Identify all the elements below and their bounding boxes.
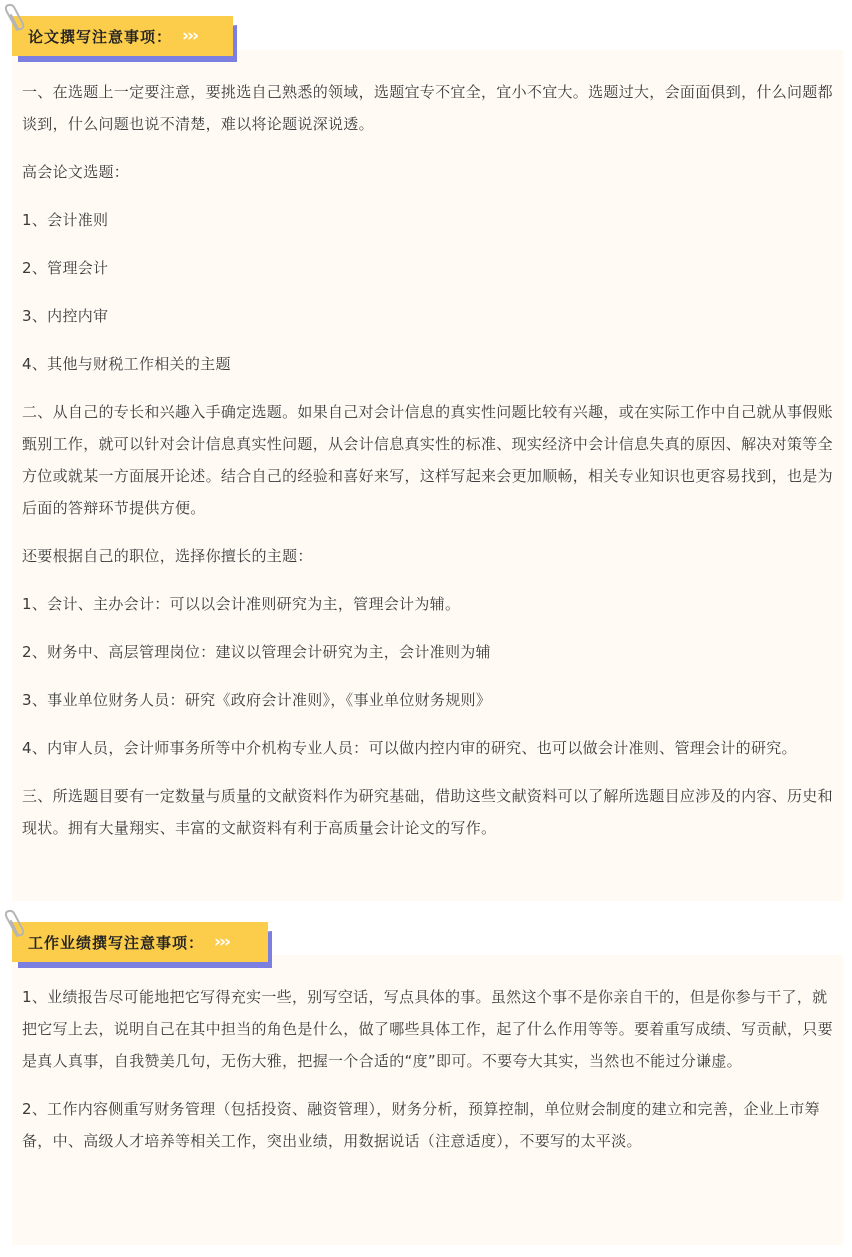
section-heading: 论文撰写注意事项： — [28, 27, 173, 46]
paragraph: 1、会计、主办会计：可以以会计准则研究为主，管理会计为辅。 — [22, 595, 461, 613]
section-heading: 工作业绩撰写注意事项： — [28, 933, 205, 952]
performance-notes-content — [22, 981, 834, 1173]
paragraph: 3、事业单位财务人员：研究《政府会计准则》，《事业单位财务规则》 — [22, 691, 492, 709]
paragraph: 还要根据自己的职位，选择你擅长的主题： — [22, 547, 313, 565]
thesis-notes-panel — [12, 50, 843, 901]
paragraph: 2、工作内容侧重写财务管理（包括投资、融资管理），财务分析，预算控制，单位财会制度的建立和完善，企业上市筹备，中、高级人才培养等相关工作，突出业绩，用数据说话（注意适度），不要写的太平淡。 — [22, 1100, 820, 1150]
thesis-notes-content — [22, 76, 834, 860]
paragraph: 一、在选题上一定要注意，要挑选自己熟悉的领域，选题宜专不宜全，宜小不宜大。选题过大，会面面俱到，什么问题都谈到，什么问题也说不清楚，难以将论题说深说透。 — [22, 83, 833, 133]
paragraph: 1、业绩报告尽可能地把它写得充实一些，别写空话，写点具体的事。虽然这个事不是你亲自干的，但是你参与干了，就把它写上去，说明自己在其中担当的角色是什么，做了哪些具体工作，起了什么作用等等。要着重写成绩、写贡献，只要是真人真事，自我赞美几句，无伤大雅，把握一个合适的“度”即可。不要夸大其实，当然也不能过分谦虚。 — [22, 988, 833, 1070]
paragraph: 高会论文选题： — [22, 163, 130, 181]
chevrons-icon: ››› — [214, 932, 230, 952]
paperclip-icon — [2, 2, 26, 34]
section-heading-badge — [12, 922, 268, 962]
paragraph: 3、内控内审 — [22, 307, 109, 325]
paragraph: 二、从自己的专长和兴趣入手确定选题。如果自己对会计信息的真实性问题比较有兴趣，或在实际工作中自己就从事假账甄别工作，就可以针对会计信息真实性问题，从会计信息真实性的标准、现实经济中会计信息失真的原因、解决对策等全方位或就某一方面展开论述。结合自己的经验和喜好来写，这样写起来会更加顺畅，相关专业知识也更容易找到，也是为后面的答辩环节提供方便。 — [22, 403, 833, 517]
paragraph: 1、会计准则 — [22, 211, 109, 229]
paragraph: 2、管理会计 — [22, 259, 109, 277]
paragraph: 4、内审人员，会计师事务所等中介机构专业人员：可以做内控内审的研究、也可以做会计准则、管理会计的研究。 — [22, 739, 797, 757]
paragraph: 2、财务中、高层管理岗位：建议以管理会计研究为主，会计准则为辅 — [22, 643, 491, 661]
paragraph: 三、所选题目要有一定数量与质量的文献资料作为研究基础，借助这些文献资料可以了解所选题目应涉及的内容、历史和现状。拥有大量翔实、丰富的文献资料有利于高质量会计论文的写作。 — [22, 787, 833, 837]
paragraph: 4、其他与财税工作相关的主题 — [22, 355, 231, 373]
performance-notes-panel — [12, 955, 843, 1245]
chevrons-icon: ››› — [182, 26, 198, 46]
section-heading-badge — [12, 16, 233, 56]
paperclip-icon — [2, 908, 26, 940]
